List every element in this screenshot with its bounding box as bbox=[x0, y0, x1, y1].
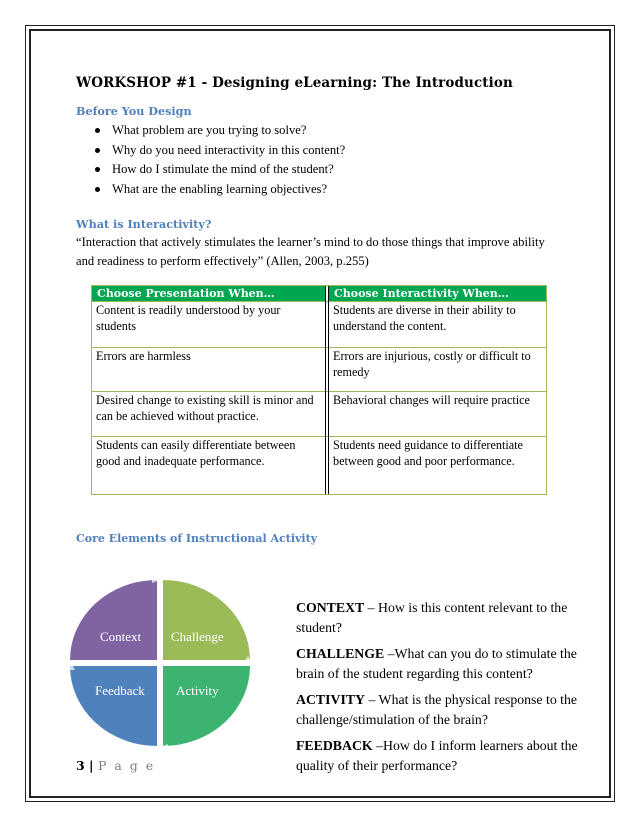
table-cell: Errors are harmless bbox=[96, 349, 191, 363]
table-cell: Students need guidance to differentiate between good and poor performance. bbox=[333, 438, 523, 468]
bullet-icon bbox=[95, 187, 100, 192]
table-cell: Students can easily differentiate between good and inadequate performance. bbox=[96, 438, 296, 468]
list-item: How do I stimulate the mind of the student? bbox=[95, 160, 345, 180]
activity-label: Activity bbox=[176, 683, 219, 698]
table-row bbox=[92, 301, 546, 347]
table-row bbox=[92, 436, 546, 494]
table-column-divider bbox=[325, 286, 329, 494]
table-header-interactivity: Choose Interactivity When… bbox=[329, 286, 546, 301]
table-cell: Students are diverse in their ability to understand the content. bbox=[333, 303, 516, 333]
context-label: Context bbox=[100, 629, 142, 644]
definition-context: CONTEXT – How is this content relevant to the student? bbox=[296, 600, 568, 635]
definition-activity: ACTIVITY – What is the physical response to the challenge/stimulation of the brain? bbox=[296, 692, 578, 727]
table-row bbox=[92, 391, 546, 436]
activity-quadrant bbox=[163, 666, 250, 746]
feedback-quadrant bbox=[70, 666, 157, 746]
challenge-quadrant bbox=[163, 580, 250, 660]
core-elements-cycle-diagram bbox=[60, 572, 270, 757]
page-number: 3 bbox=[76, 758, 85, 773]
table-cell: Errors are injurious, costly or difficult to remedy bbox=[333, 349, 531, 379]
comparison-table bbox=[91, 285, 547, 495]
bullet-icon bbox=[95, 148, 100, 153]
table-cell: Desired change to existing skill is minor and can be achieved without practice. bbox=[96, 393, 314, 423]
interactivity-heading: What is Interactivity? bbox=[76, 217, 212, 231]
list-item: Why do you need interactivity in this content? bbox=[95, 141, 345, 161]
core-element-definitions bbox=[296, 598, 591, 782]
interactivity-quote: “Interaction that actively stimulates the learner’s mind to do those things that improve ability and readiness to perform effectively” (Allen, 2003, p.255) bbox=[76, 235, 545, 268]
list-item: What are the enabling learning objectives? bbox=[95, 180, 345, 200]
table-cell: Content is readily understood by your students bbox=[96, 303, 281, 333]
bullet-icon bbox=[95, 128, 100, 133]
table-cell: Behavioral changes will require practice bbox=[333, 393, 530, 407]
page-label: P a g e bbox=[97, 758, 156, 773]
definition-challenge: CHALLENGE –What can you do to stimulate the brain of the student regarding this content? bbox=[296, 646, 577, 681]
table-header-presentation: Choose Presentation When… bbox=[92, 286, 325, 301]
context-quadrant bbox=[70, 580, 157, 660]
document-title: WORKSHOP #1 - Designing eLearning: The Introduction bbox=[76, 75, 513, 91]
before-you-design-heading: Before You Design bbox=[76, 104, 192, 118]
page-footer bbox=[76, 758, 155, 773]
definition-feedback: FEEDBACK –How do I inform learners about the quality of their performance? bbox=[296, 738, 578, 773]
cycle-diagram-graphic bbox=[60, 572, 270, 757]
core-elements-heading: Core Elements of Instructional Activity bbox=[76, 532, 318, 545]
challenge-label: Challenge bbox=[171, 629, 224, 644]
list-item: What problem are you trying to solve? bbox=[95, 121, 345, 141]
table-row bbox=[92, 347, 546, 391]
feedback-label: Feedback bbox=[95, 683, 145, 698]
page-separator: | bbox=[84, 758, 98, 773]
before-you-design-list bbox=[95, 121, 345, 199]
bullet-icon bbox=[95, 167, 100, 172]
